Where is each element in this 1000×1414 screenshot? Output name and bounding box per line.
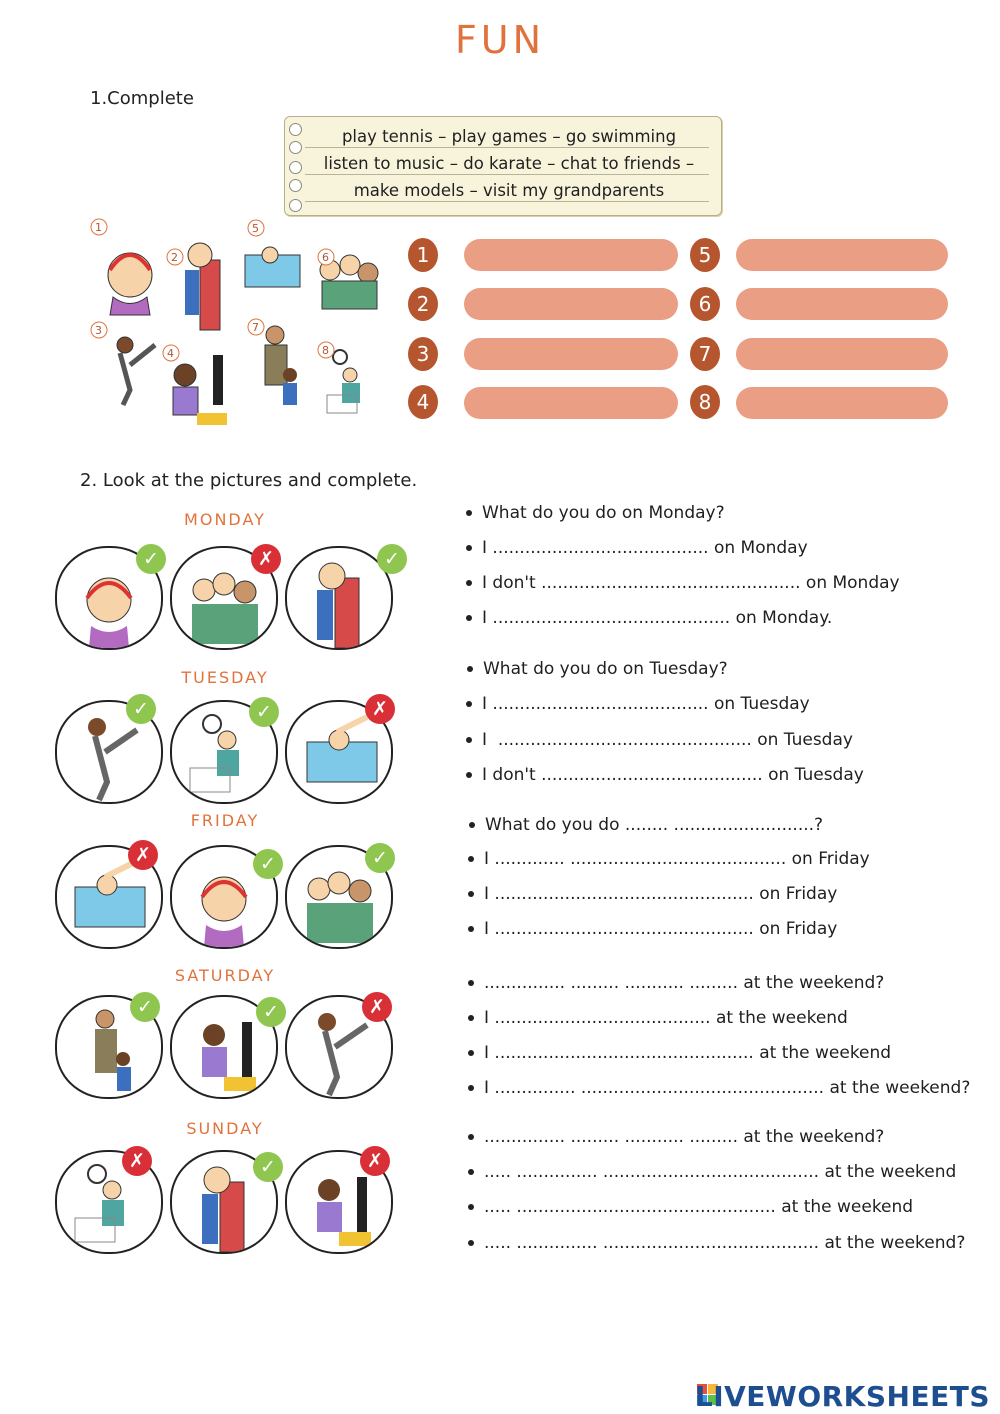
sentence-line: I ............. ........................................ on Friday [484, 849, 870, 869]
check-icon: ✓ [130, 992, 160, 1022]
sentence-line: What do you do on Tuesday? [483, 659, 728, 679]
check-icon: ✓ [126, 694, 156, 724]
activities-picture-collage [85, 215, 385, 440]
check-icon: ✓ [365, 843, 395, 873]
sentence-line: I ................................................ on Friday [484, 884, 837, 904]
picture-number-4: 4 [167, 347, 174, 360]
check-icon: ✓ [377, 544, 407, 574]
picture-number-6: 6 [322, 251, 329, 264]
picture-number-8: 8 [322, 344, 329, 357]
answer-number-6: 6 [690, 287, 720, 321]
answer-field-7[interactable] [736, 338, 948, 370]
exercise-1-heading: 1.Complete [90, 88, 194, 109]
answer-field-5[interactable] [736, 239, 948, 271]
day-label-friday: FRIDAY [190, 811, 260, 830]
sentence-line: I ........................................ on Tuesday [482, 694, 810, 714]
check-icon: ✓ [253, 1152, 283, 1182]
answer-field-4[interactable] [464, 387, 678, 419]
picture-number-5: 5 [252, 222, 259, 235]
activities-illustration [85, 215, 385, 440]
answer-number-3: 3 [408, 337, 438, 371]
answer-number-2: 2 [408, 287, 438, 321]
answer-number-7: 7 [690, 337, 720, 371]
answer-field-2[interactable] [464, 288, 678, 320]
check-icon: ✓ [249, 697, 279, 727]
answer-number-5: 5 [690, 238, 720, 272]
picture-number-2: 2 [171, 251, 178, 264]
picture-number-7: 7 [252, 321, 259, 334]
cross-icon: ✗ [360, 1146, 390, 1176]
sentence-line: I ............... ............................................. at the weekend? [484, 1078, 970, 1098]
sentence-line: I ............................................ on Monday. [482, 608, 832, 628]
day-label-sunday: SUNDAY [186, 1119, 264, 1138]
sentence-line: I ........................................ on Monday [482, 538, 808, 558]
picture-number-1: 1 [95, 221, 102, 234]
sentence-line: I ............................................... on Tuesday [482, 730, 853, 750]
cross-icon: ✗ [362, 992, 392, 1022]
check-icon: ✓ [253, 849, 283, 879]
answer-field-3[interactable] [464, 338, 678, 370]
word-bank-note [284, 116, 722, 216]
sentence-line: ..... ................................................ at the weekend [484, 1197, 913, 1217]
sentence-line: I ................................................ at the weekend [484, 1043, 891, 1063]
answer-field-6[interactable] [736, 288, 948, 320]
answer-field-1[interactable] [464, 239, 678, 271]
sentence-line: ............... ......... ........... ......... at the weekend? [484, 973, 884, 993]
sentence-line: I ................................................ on Friday [484, 919, 837, 939]
cross-icon: ✗ [128, 840, 158, 870]
day-label-saturday: SATURDAY [174, 966, 276, 985]
check-icon: ✓ [256, 997, 286, 1027]
answer-number-4: 4 [408, 385, 438, 419]
sentence-line: I ........................................ at the weekend [484, 1008, 848, 1028]
liveworksheets-logo-text: LIVEWORKSHEETS [694, 1380, 990, 1413]
answer-number-8: 8 [690, 385, 720, 419]
exercise-2-heading: 2. Look at the pictures and complete. [80, 470, 418, 491]
day-label-monday: MONDAY [184, 510, 266, 529]
page-title: FUN [454, 18, 546, 62]
picture-number-3: 3 [95, 324, 102, 337]
sentence-line: What do you do on Monday? [482, 503, 725, 523]
word-bank-line-2: listen to music – do karate – chat to friends – [323, 154, 695, 173]
answer-field-8[interactable] [736, 387, 948, 419]
sentence-line: I don't ................................................ on Monday [482, 573, 900, 593]
cross-icon: ✗ [251, 544, 281, 574]
cross-icon: ✗ [122, 1146, 152, 1176]
sentence-line: What do you do ........ ..........................? [485, 815, 823, 835]
sentence-line: ............... ......... ........... ......... at the weekend? [484, 1127, 884, 1147]
day-label-tuesday: TUESDAY [181, 668, 269, 687]
word-bank-line-3: make models – visit my grandparents [353, 181, 665, 200]
sentence-line: ..... ............... ........................................ at the weekend [484, 1162, 956, 1182]
word-bank-line-1: play tennis – play games – go swimming [341, 127, 677, 146]
check-icon: ✓ [136, 544, 166, 574]
sentence-line: I don't ......................................... on Tuesday [482, 765, 864, 785]
answer-number-1: 1 [408, 238, 438, 272]
cross-icon: ✗ [365, 694, 395, 724]
sentence-line: ..... ............... ........................................ at the weekend? [484, 1233, 965, 1253]
